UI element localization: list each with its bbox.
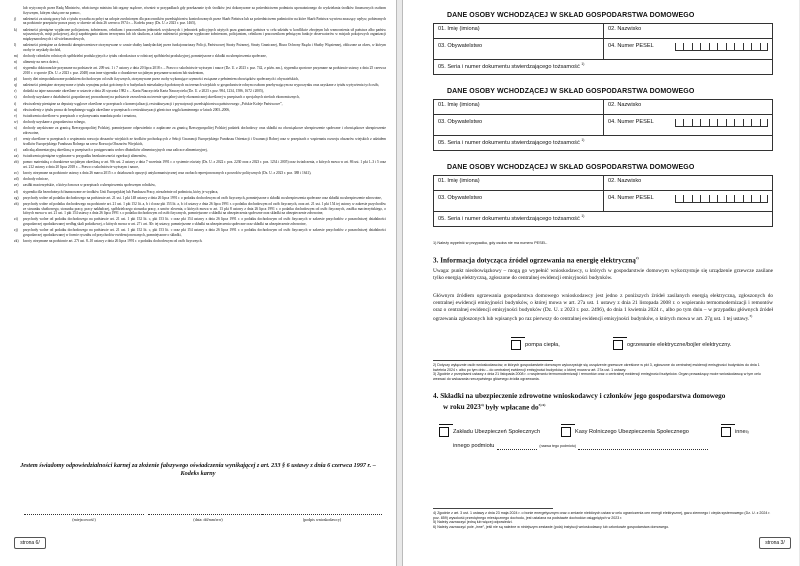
list-item-text: należności za utratę pracy lub z tytułu ryczałtu za pobyt na urlopie zwolnionym dla pracowników przedsiębiorstw kontrolowanych przez Skarb Państwa lub za pośrednictwem podmiotów na które Skarb Państwa wywiera znaczący wpływ, pobieranych na podstawie przepisów prawa pracy w okresie od dnia 26 czerwca 1974 r. – Kodeks pracy (Dz. U. z 2023 r. poz. 1465), <box>23 16 386 26</box>
list-item-label: zb) <box>14 160 19 165</box>
left-page <box>0 0 397 566</box>
checkbox-icon[interactable] <box>439 427 449 437</box>
list-item-text: dodatki za tajne nauczanie określone w ustawie z dnia 26 stycznia 1982 r. – Karta Nauczyciela Karta Nauczyciela (Dz. U. z 2023 r. poz. 984, 1234, 1586, 1672 i 2005), <box>23 89 264 94</box>
list-item-text: przychody wolne od podatku dochodowego na podstawie art. 21 ust. 1 pkt 152 lit. c, pkt 153 lit. c oraz pkt 154 ustawy z dnia 26 lipca 1991 r. o podatku dochodowym od osób fizycznych w zakresie przychodów z pozarolniczej działalności gospodarczej opodatkowanej według skali podatkowej, o których mowa w art. 27 i art. 30c tej ustawy, pomniejszone o składki na ubezpieczenia społeczne oraz składki na ubezpieczenie zdrowotne, <box>23 217 386 226</box>
income-list-item <box>14 60 386 65</box>
checkbox-icon[interactable] <box>613 340 623 350</box>
list-item-text: alimenty na rzecz dzieci, <box>23 59 59 64</box>
income-list-item <box>14 177 386 182</box>
income-list-item <box>14 154 386 159</box>
list-item-label: zk) <box>14 238 19 243</box>
heating-note: Uwaga: punkt nieobowiązkowy – mogą go wypełnić wnioskodawcy, u których w gospodarstwie domowym wykorzystuje się urządzenie grzewcze zasilane tylko energią elektryczną, zgłoszone do centralnej ewidencji emisyjności budynków. <box>433 268 773 281</box>
surname-field[interactable]: 02. Nazwisko <box>603 24 772 38</box>
income-list-item <box>14 196 386 201</box>
income-list <box>14 6 386 245</box>
list-item-label: o) <box>14 66 17 71</box>
income-list-item <box>14 183 386 188</box>
list-item-label: zj) <box>14 228 18 233</box>
income-list-item <box>14 114 386 119</box>
first-name-field[interactable]: 01. Imię (imiona) <box>438 178 480 184</box>
person-form <box>433 23 773 75</box>
surname-field[interactable]: 02. Nazwisko <box>603 176 772 190</box>
income-list-item <box>14 77 386 82</box>
citizenship-field[interactable]: 03. Obywatelstwo <box>438 195 483 201</box>
list-item-text: lub wytycznych przez Radę Ministrów, właściwego ministra lub organy rządowe, również w przypadkach gdy przekazanie tych środków jest dokonywane za pośrednictwem podmiotu upoważnionego do wydzielania środków finansowych osobom fizycznym, którym służą one na pomoc, <box>23 6 386 15</box>
insurance-krus[interactable]: Kasy Rolniczego Ubezpieczenia Społecznego <box>561 427 689 437</box>
income-list-item <box>14 83 386 88</box>
heating-description: Głównym źródłem ogrzewania gospodarstwa domowego wnioskodawcy jest jedno z poniższych źródeł zasilanych energią elektryczną, zgłoszonych do centralnej ewidencji emisyjności budynków, o której mowa w art. 27a ust. 1 ustawy z dnia 21 listopada 2008 r. o wspieraniu termomodernizacji i remontów oraz o centralnej ewidencji emisyjności budynków (Dz. U. z 2023 r. poz. 2496), do dnia 1 kwietnia 2024 r., albo po tym dniu – w przypadku głównych źródeł ogrzewania zgłoszonych lub wpisanych po raz pierwszy do centralnej ewidencji emisyjności budynków, o których mowa w art. 27g ust. 1 tej ustawy.$^{3)}$ <box>433 293 773 323</box>
person-section-title: DANE OSOBY WCHODZĄCEJ W SKŁAD GOSPODARSTWA DOMOWEGO <box>447 12 695 19</box>
first-name-field[interactable]: 01. Imię (imiona) <box>438 26 480 32</box>
heating-footnotes: 2) Dotyczy wyłącznie osób wnioskodawców, w których gospodarstwie domowym wykorzystuje się urządzenie grzewcze określone w pkt 3, zgłoszone do centralnej ewidencji emisyjności budynków do dnia 1 kwietnia 2024 r. albo po tym dniu – do centralnej ewidencji emisyjności budynków, o której mowa w art. 27a ust. 1 ustawy. 3) Zgodnie z przepisami ustawy z dnia 21 listopada 2008 r. o wspieraniu termomodernizacji i remontów oraz o centralnej ewidencji emisyjności budynków. Organ prowadzący może wnioskodawcę w tym celu wezwać do wskazania rzeczywistego głównego źródła ogrzewania. <box>433 363 761 381</box>
pesel-digit-boxes[interactable] <box>675 119 769 127</box>
signature-label: (podpis wnioskodawcy) <box>302 517 342 522</box>
list-item-text: zaliczkę alimentacyjną określoną w przepisach o postępowaniu wobec dłużników alimentacyjnych oraz zaliczce alimentacyjnej, <box>23 147 208 152</box>
signature-sign <box>262 514 382 522</box>
footnote-divider <box>433 360 553 361</box>
income-list-item <box>14 17 386 26</box>
income-list-item <box>14 239 386 244</box>
list-item-label: z) <box>14 147 17 152</box>
citizenship-field[interactable]: 03. Obywatelstwo <box>438 43 483 49</box>
income-list-item <box>14 148 386 153</box>
right-page <box>402 0 799 566</box>
income-list-item <box>14 6 386 15</box>
footnote-divider-2 <box>433 508 553 509</box>
list-item-label: x) <box>14 126 17 131</box>
list-item-label: v) <box>14 114 17 118</box>
heating-option-electric[interactable]: ogrzewanie elektryczne/bojler elektryczny. <box>613 340 731 350</box>
income-list-item <box>14 202 386 216</box>
signature-date <box>148 514 268 522</box>
list-item-text: dochody uzyskiwane za granicą Rzeczypospolitej Polskiej, pomniejszone odpowiednio o zapłacone za granicą Rzeczypospolitej Polskiej podatek dochodowy oraz składki na obowiązkowe ubezpieczenie społeczne i obowiązkowe ubezpieczenie zdrowotne, <box>23 126 386 135</box>
person-section-title: DANE OSOBY WCHODZĄCEJ W SKŁAD GOSPODARSTWA DOMOWEGO <box>447 164 695 171</box>
surname-field[interactable]: 02. Nazwisko <box>603 100 772 114</box>
insurance-other[interactable]: inne 5) <box>721 427 749 437</box>
list-item-text: stypendia doktoranckie przyznane na podstawie art. 209 ust. 1 i 7 ustawy z dnia 20 lipca 2018 r. – Prawo o szkolnictwie wyższym i nauce (Dz. U. z 2023 r. poz. 742, z późn. zm.), stypendia sportowe przyznane na podstawie ustawy z dnia 25 czerwca 2010 r. o sporcie (Dz. U. z 2023 r. poz. 2048) oraz inne stypendia o charakterze socjalnym przyznane uczniom lub studentom, <box>23 66 386 75</box>
person-form <box>433 175 773 227</box>
list-item-text: stypendia dla bezrobotnych finansowane ze środków Unii Europejskiej lub Funduszu Pracy, niezależnie od podmiotu, który je wypłaca, <box>23 189 219 194</box>
list-item-label: zg) <box>14 195 19 200</box>
heating-option-heat-pump[interactable]: pompa ciepła, <box>511 340 560 350</box>
insurance-zus[interactable]: Zakładu Ubezpieczeń Społecznych <box>439 427 540 437</box>
list-item-text: dochody uzyskane z działalności gospodarczej prowadzonej na podstawie zezwolenia na terenie specjalnej strefy ekonomicznej określonej w przepisach o specjalnych strefach ekonomicznych, <box>23 95 300 100</box>
list-item-label: u) <box>14 107 17 112</box>
id-document-field[interactable]: 05. Seria i numer dokumentu stwierdzającego tożsamość $^{1)}$ <box>438 62 585 70</box>
other-entity-input-continued[interactable] <box>578 442 708 450</box>
list-item-label: k) <box>14 27 17 32</box>
list-item-label: zc) <box>14 171 19 176</box>
citizenship-field[interactable]: 03. Obywatelstwo <box>438 119 483 125</box>
income-list-item <box>14 89 386 94</box>
list-item-label: m) <box>14 53 18 58</box>
checkbox-icon[interactable] <box>561 427 571 437</box>
income-list-item <box>14 102 386 107</box>
id-document-field[interactable]: 05. Seria i numer dokumentu stwierdzającego tożsamość $^{1)}$ <box>438 214 585 222</box>
list-item-text: świadczenia określone w przepisach o wykonywaniu mandatu posła i senatora, <box>23 114 137 118</box>
declaration-text: Jestem świadomy odpowiedzialności karnej za złożenie fałszywego oświadczenia wynikającej z art. 233 § 6 ustawy z dnia 6 czerwca 1997 r. – Kodeks karny <box>20 462 376 477</box>
id-document-field[interactable]: 05. Seria i numer dokumentu stwierdzającego tożsamość $^{1)}$ <box>438 138 585 146</box>
income-list-item <box>14 95 386 100</box>
list-item-label: p) <box>14 76 17 81</box>
checkbox-icon[interactable] <box>511 340 521 350</box>
income-list-item <box>14 108 386 113</box>
list-item-text: ekwiwalenty pieniężne za deputaty węglowe określone w przepisach o komercjalizacji, restrukturyzacji i prywatyzacji przedsiębiorstwa państwowego „Polskie Koleje Państwowe”, <box>23 101 283 106</box>
list-item-label: zh) <box>14 202 19 207</box>
list-item-label: s) <box>14 95 17 100</box>
list-item-text: dochody uzyskane z gospodarstwa rolnego, <box>23 120 86 125</box>
footnote-pesel: 1) Należy wypełnić w przypadku, gdy osoba nie ma numeru PESEL. <box>433 241 548 245</box>
list-item-text: przychody wolne od podatku dochodowego na podstawie art. 21 ust. 1 pkt 148 ustawy z dnia 26 lipca 1991 r. o podatku dochodowym od osób fizycznych, pomniejszone o składki na ubezpieczenia społeczne oraz składki na ubezpieczenie zdrowotne, <box>23 195 382 200</box>
pesel-field[interactable]: 04. Numer PESEL <box>603 191 772 211</box>
list-item-text: dochody członków rolniczych spółdzielni produkcyjnych z tytułu członkostwa w rolniczej spółdzielni produkcyjnej, pomniejszone o składki na ubezpieczenia społeczne, <box>23 53 267 58</box>
list-item-text: świadczenia pieniężne wypłacane w przypadku bezskuteczności egzekucji alimentów, <box>23 154 147 159</box>
list-item-text: przychody wolne od podatku dochodowego na podstawie art. 21 ust. 1 pkt 152 lit. a, b i d oraz pkt 153 lit. a, b i d ustawy z dnia 26 lipca 1991 r. o podatku dochodowym od osób fizycznych, oraz art. 21 ust. 1 pkt 154 tej ustawy w zakresie przychodów ze stosunku służbowego, stosunku pracy, pracy nakładczej, spółdzielczego stosunku pracy, z umów zlecenia, o których mowa w art. 13 pkt 8 ustawy z dnia 26 lipca 1991 r. o podatku dochodowym od osób fizycznych, zasiłku macierzyńskiego, o których mowa w art. 21 ust. 1 pkt 154 ustawy z dnia 26 lipca 1991 r. o podatku dochodowym od osób fizycznych, pomniejszone o składki na ubezpieczenia społeczne oraz składki na ubezpieczenie zdrowotne, <box>23 202 386 216</box>
list-item-label: r) <box>14 89 17 94</box>
list-item-label: za) <box>14 154 19 159</box>
income-list-item <box>14 54 386 59</box>
list-item-label: zf) <box>14 189 18 194</box>
page-number-left: strona 6/ <box>14 537 46 549</box>
list-item-text: należności pieniężne za dzienniki ubezpieczeniowe otrzymywane w czasie służby kandydackiej przez funkcjonariuszy Policji, Państwowej Straży Pożarnej, Straży Granicznej, Biura Ochrony Rządu i Służby Więziennej, obliczone za okres, w którym osoby te uzyskały dochód, <box>23 42 386 52</box>
list-item-label <box>14 6 23 15</box>
list-item-label: t) <box>14 101 17 106</box>
list-item-text: renty określone w przepisach o wspieraniu rozwoju obszarów wiejskich ze środków pochodzących z Sekcji Gwarancji Europejskiego Funduszu Orientacji i Gwarancji Rolnej oraz w przepisach o wspieraniu rozwoju obszarów wiejskich z udziałem środków Europejskiego Funduszu Rolnego na rzecz Rozwoju Obszarów Wiejskich, <box>23 137 386 146</box>
list-item-text: kwoty diet nieopodatkowane podatkiem dochodowym od osób fizycznych, otrzymywane przez osoby wykonujące czynności związane z pełnieniem obowiązków społecznych i obywatelskich, <box>23 76 299 81</box>
person-form <box>433 99 773 151</box>
insurance-footnotes: 4) Zgodnie z art. 3 ust. 1 ustawy z dnia 23 maja 2024 r. o bonie energetycznym oraz o zmianie niektórych ustaw w celu ograniczenia cen energii elektrycznej, gazu ziemnego i ciepła systemowego (Dz. U. z 2024 r. poz. 859) wysokość przeciętnego miesięcznego dochodu, jest ustalana na podstawie dochodów osiągniętych w 2023 r. 5) Należy zaznaczyć jedną lub więcej odpowiedzi. 6) Należy zaznaczyć pole „inne”, jeśli nie są należne w niniejszym zestawie (pola) instytucji wnioskodawcy lub członkowie gospodarstwa domowego. <box>433 511 771 529</box>
list-item-label: w) <box>14 120 18 125</box>
income-list-item <box>14 190 386 195</box>
list-item-text: należności pieniężne wypłacone policjantom, żołnierzom, celnikom i pracownikom jednostek wojskowych i jednostek policyjnych użytych poza granicami państwa w celu udziału w konflikcie zbrojnym lub wzmocnienia sił państwa albo państw sojuszniczych, misji pokojowej, akcji zapobiegania aktom terroryzmu lub ich skutkom, a także należności pieniężne wypłacone żołnierzom, policjantom, celnikom i pracownikom pełniącym funkcje obserwatorów w misjach pokojowych organizacji międzynarodowych i sił wielonarodowych, <box>23 27 386 41</box>
page-number-right: strona 3/ <box>759 537 791 549</box>
list-item-label: j) <box>14 16 17 21</box>
pesel-field[interactable]: 04. Numer PESEL <box>603 39 772 59</box>
first-name-field[interactable]: 01. Imię (imiona) <box>438 102 480 108</box>
income-list-item <box>14 228 386 237</box>
person-section-title: DANE OSOBY WCHODZĄCEJ W SKŁAD GOSPODARSTWA DOMOWEGO <box>447 88 695 95</box>
income-list-item <box>14 120 386 125</box>
place-label: (miejscowość) <box>72 517 96 522</box>
income-list-item <box>14 28 386 42</box>
signature-place <box>24 514 144 522</box>
pesel-field[interactable]: 04. Numer PESEL <box>603 115 772 135</box>
list-item-text: przychody wolne od podatku dochodowego na podstawie art. 21 ust. 1 pkt 152 lit. c, pkt 153 lit. c oraz pkt 154 ustawy z dnia 26 lipca 1991 r. o podatku dochodowym od osób fizycznych w zakresie przychodów z pozarolniczej działalności gospodarczej opodatkowanej w formie ryczałtu od przychodów ewidencjonowanych, pomniejszone o składki, <box>23 228 386 237</box>
other-entity-input[interactable] <box>497 442 537 450</box>
list-item-label: l) <box>14 42 17 47</box>
list-item-text: zasiłki macierzyńskie, o których mowa w przepisach o ubezpieczeniu społecznym rolników, <box>23 183 156 188</box>
pesel-digit-boxes[interactable] <box>675 195 769 203</box>
insurance-heading: 4. Składki na ubezpieczenie zdrowotne wnioskodawcy i członków jego gospodarstwa domowego w roku 2023$^{4)}$ były wpłacane $do^{5) 6)}$ <box>433 392 726 412</box>
income-list-item <box>14 43 386 52</box>
income-list-item <box>14 66 386 75</box>
pesel-digit-boxes[interactable] <box>675 43 769 51</box>
income-list-item <box>14 171 386 176</box>
list-item-label: zi) <box>14 217 18 222</box>
list-item-text: ekwiwalenty z tytułu prawa do bezpłatnego węgla określone w przepisach o restrukturyzacji górnictwa węgla kamiennego w latach 2003–2006, <box>23 107 230 112</box>
list-item-label: q) <box>14 83 17 88</box>
list-item-label: ze) <box>14 183 19 188</box>
date-label: (data: dd/mm/rrrr) <box>193 517 223 522</box>
list-item-label: n) <box>14 59 17 64</box>
list-item-text: pomoc materialną o charakterze socjalnym określoną w art. 90c ust. 2 ustawy z dnia 7 września 1991 r. o systemie oświaty (Dz. U. z 2022 r. poz. 2230 oraz z 2023 r. poz. 1234 i 2005) oraz świadczenia, o których mowa w art. 86 ust. 1 pkt 1–3 i 5 oraz art. 212 ustawy z dnia 20 lipca 2018 r. – Prawo o szkolnictwie wyższym i nauce, <box>23 160 386 169</box>
checkbox-icon[interactable] <box>721 427 731 437</box>
heating-heading: 3. Informacja dotycząca źródeł ogrzewania na energię elektryczną$^{2)}$ <box>433 256 639 265</box>
list-item-label: zd) <box>14 177 19 182</box>
income-list-item <box>14 217 386 226</box>
list-item-label: y) <box>14 137 17 142</box>
list-item-text: należności pieniężne otrzymywane z tytułu wynajmu pokoi gościnnych w budynkach mieszkalnych położonych na terenach wiejskich w gospodarstwie rolnym osobom przebywającym na wypoczynku oraz uzyskane z tytułu wyżywienia tych osób, <box>23 83 380 88</box>
insurance-other-entity[interactable]: innego podmiotu (nazwa tego podmiotu) <box>439 442 708 450</box>
list-item-text: dochody rolnicze, <box>23 177 49 182</box>
income-list-item <box>14 160 386 169</box>
list-item-text: kwoty otrzymane na podstawie art. 27f ust. 8–10 ustawy z dnia 26 lipca 1991 r. o podatku dochodowym od osób fizycznych. <box>23 238 203 243</box>
list-item-text: kwoty otrzymane na podstawie ustawy z dnia 26 marca 2015 r. o działaczach opozycji antykomunistycznej oraz osobach represjonowanych z powodów politycznych (Dz. U. z 2023 r. poz. 388 i 1641), <box>23 171 312 176</box>
income-list-item <box>14 126 386 135</box>
income-list-item <box>14 137 386 146</box>
